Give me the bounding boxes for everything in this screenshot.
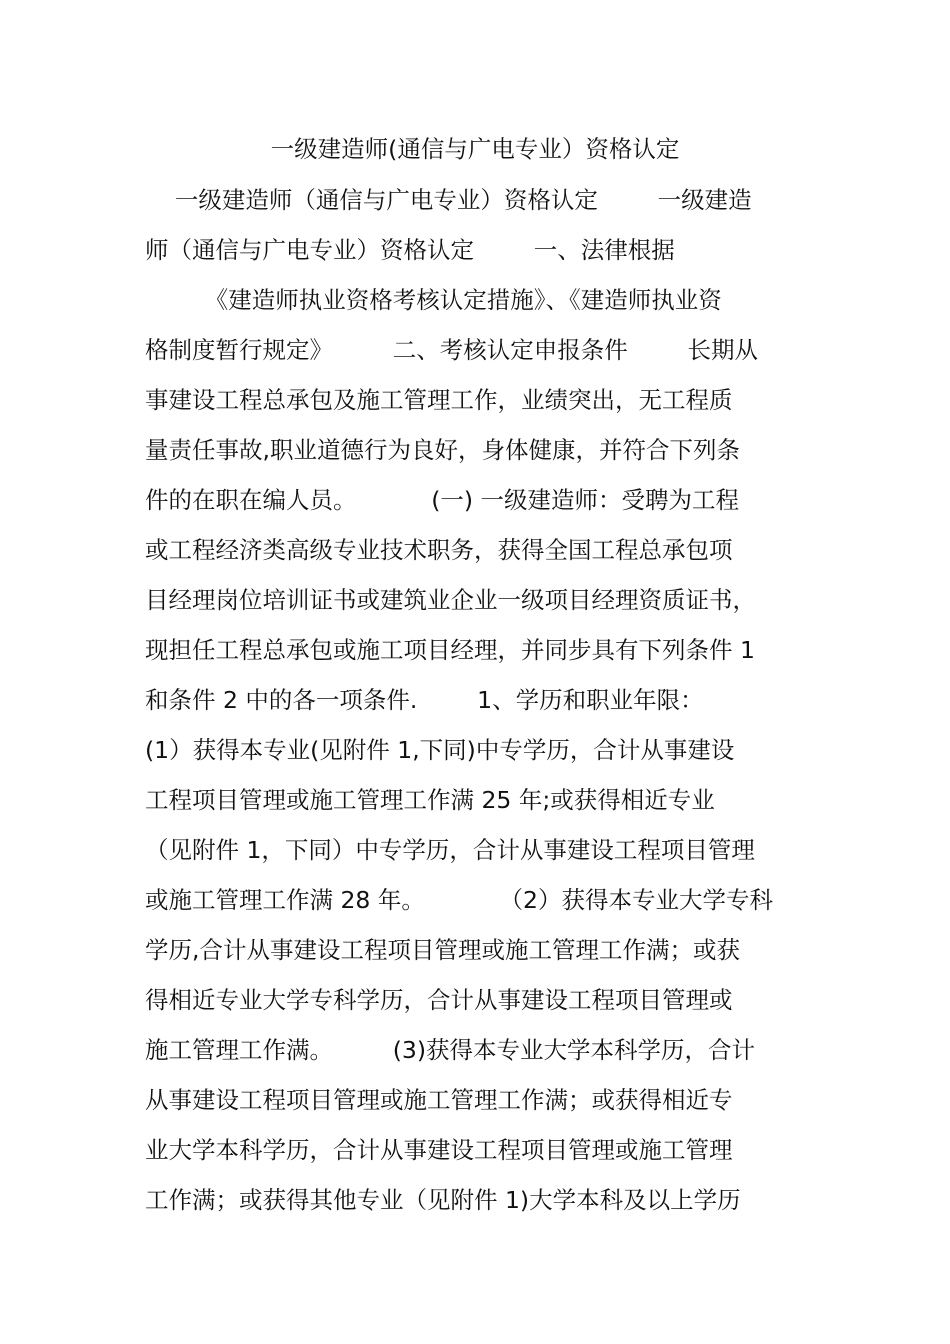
body-line: 工作满；或获得其他专业（见附件 1)大学本科及以上学历 [145,1186,741,1214]
body-line: （见附件 1，下同）中专学历，合计从事建设工程项目管理 [145,836,755,864]
body-line: 得相近专业大学专科学历，合计从事建设工程项目管理或 [145,986,733,1014]
body-line: 目经理岗位培训证书或建筑业企业一级项目经理资质证书， [145,586,756,614]
body-line: 量责任事故,职业道德行为良好，身体健康，并符合下列条 [145,436,740,464]
body-line: 施工管理工作满。 (3)获得本专业大学本科学历，合计 [145,1036,756,1064]
body-line: 或施工管理工作满 28 年。 （2）获得本专业大学专科 [145,886,773,914]
body-line: 工程项目管理或施工管理工作满 25 年;或获得相近专业 [145,786,715,814]
body-line: 从事建设工程项目管理或施工管理工作满；或获得相近专 [145,1086,733,1114]
body-line: 格制度暂行规定》 二、考核认定申报条件 长期从 [145,336,759,364]
body-line: 师（通信与广电专业）资格认定 一、法律根据 [145,236,675,264]
body-line: 和条件 2 中的各一项条件. 1、学历和职业年限： [145,686,704,714]
document-title: 一级建造师(通信与广电专业）资格认定 [270,135,680,163]
body-line: 事建设工程总承包及施工管理工作，业绩突出，无工程质 [145,386,733,414]
body-line: 《建造师执业资格考核认定措施》、《建造师执业资 [145,286,722,314]
body-line: 一级建造师（通信与广电专业）资格认定 一级建造 [145,186,752,214]
body-line: 业大学本科学历，合计从事建设工程项目管理或施工管理 [145,1136,733,1164]
body-line: 学历,合计从事建设工程项目管理或施工管理工作满；或获 [145,936,740,964]
body-line: 件的在职在编人员。 (一) 一级建造师：受聘为工程 [145,486,740,514]
body-line: 现担任工程总承包或施工项目经理，并同步具有下列条件 1 [145,636,755,664]
body-line: 或工程经济类高级专业技术职务，获得全国工程总承包项 [145,536,733,564]
body-line: (1）获得本专业(见附件 1,下同)中专学历，合计从事建设 [145,736,735,764]
